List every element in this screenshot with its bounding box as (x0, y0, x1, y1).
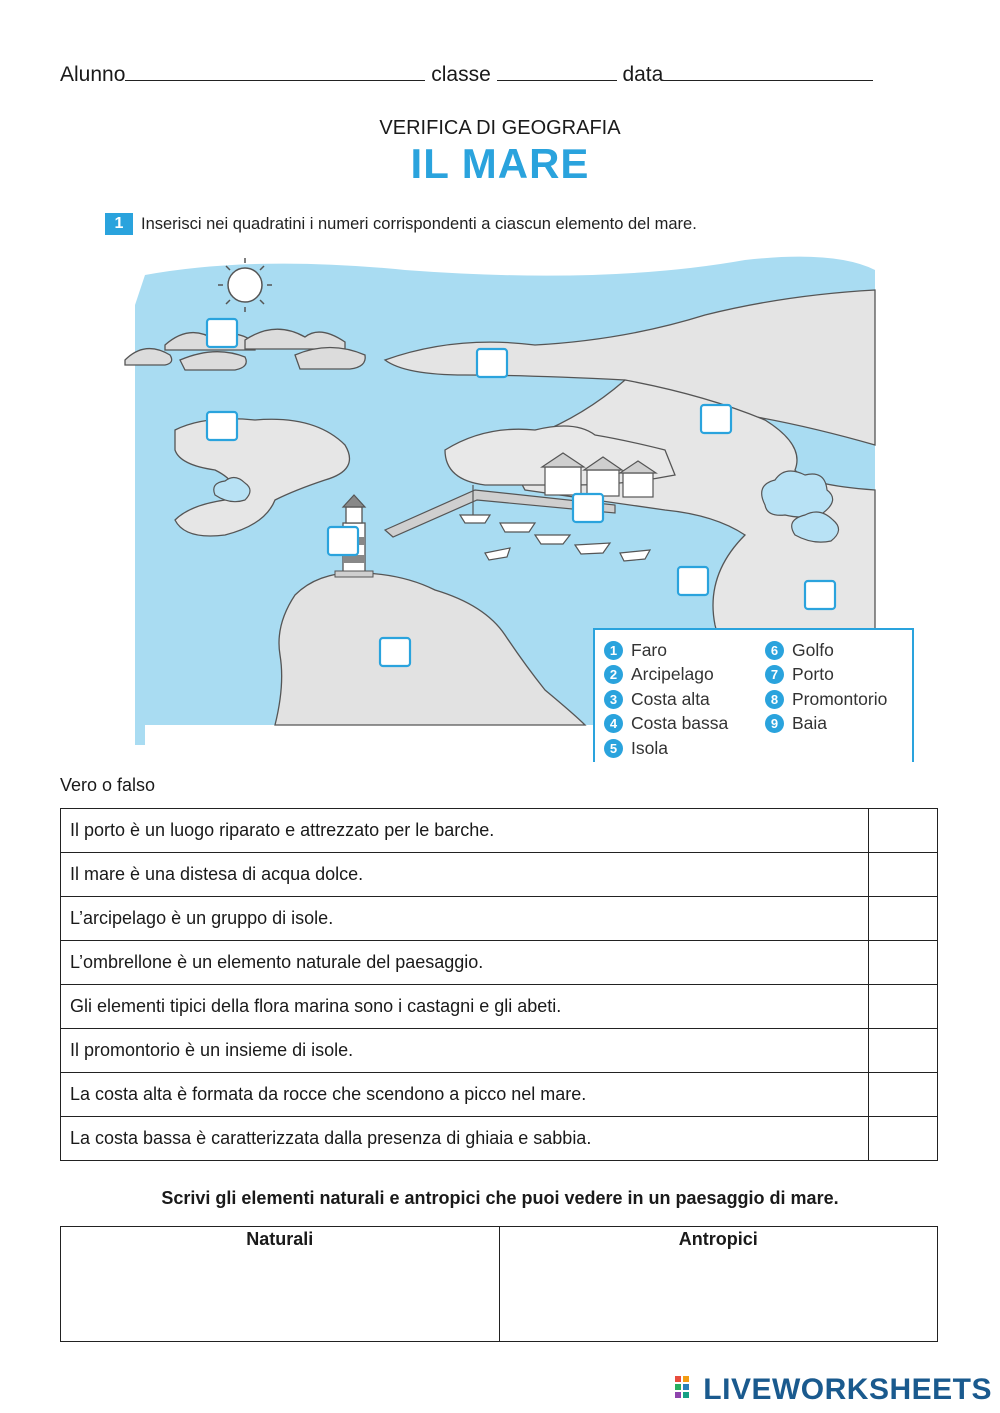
class-label: classe (431, 63, 491, 86)
legend-box (593, 628, 914, 762)
legend-label: Costa alta (631, 688, 710, 709)
table-row (61, 1227, 938, 1342)
legend-item (604, 687, 728, 712)
answer-cell[interactable] (869, 1029, 938, 1073)
statement-cell: L’arcipelago è un gruppo di isole. (61, 897, 869, 941)
natural-header: Naturali (246, 1229, 314, 1249)
statement-cell: Gli elementi tipici della flora marina sono i castagni e gli abeti. (61, 985, 869, 1029)
legend-label: Arcipelago (631, 664, 714, 685)
natural-anthropic-table (60, 1226, 938, 1342)
legend-label: Costa bassa (631, 713, 729, 734)
statement-cell: Il porto è un luogo riparato e attrezzato per le barche. (61, 809, 869, 853)
legend-number: 5 (604, 739, 623, 758)
legend-item (604, 712, 728, 737)
legend-number: 3 (604, 690, 623, 709)
page-title: IL MARE (410, 140, 590, 187)
statement-cell: Il promontorio è un insieme di isole. (61, 1029, 869, 1073)
legend-column-right (765, 638, 887, 736)
legend-label: Faro (631, 639, 667, 660)
date-label: data (622, 63, 664, 86)
answer-box[interactable] (701, 405, 731, 433)
natural-column[interactable] (61, 1227, 500, 1342)
table-row (61, 809, 938, 853)
answer-box[interactable] (207, 319, 237, 347)
class-field[interactable] (497, 60, 617, 81)
exercise-number-badge: 1 (105, 213, 133, 235)
answer-cell[interactable] (869, 897, 938, 941)
statement-cell: L’ombrellone è un elemento naturale del paesaggio. (61, 941, 869, 985)
table-row (61, 1029, 938, 1073)
legend-number: 1 (604, 641, 623, 660)
exercise1-text: Inserisci nei quadratini i numeri corrispondenti a ciascun elemento del mare. (141, 214, 697, 233)
answer-cell[interactable] (869, 853, 938, 897)
exercise3-instruction: Scrivi gli elementi naturali e antropici che puoi vedere in un paesaggio di mare. (161, 1188, 839, 1208)
answer-box[interactable] (678, 567, 708, 595)
legend-label: Porto (792, 664, 834, 685)
answer-box[interactable] (805, 581, 835, 609)
answer-cell[interactable] (869, 941, 938, 985)
brand-watermark (675, 1373, 992, 1407)
legend-label: Golfo (792, 639, 834, 660)
legend-item (765, 712, 887, 737)
answer-box[interactable] (380, 638, 410, 666)
answer-cell[interactable] (869, 1073, 938, 1117)
answer-box[interactable] (573, 494, 603, 522)
anthropic-column[interactable] (499, 1227, 938, 1342)
legend-number: 2 (604, 665, 623, 684)
legend-number: 7 (765, 665, 784, 684)
answer-box[interactable] (207, 412, 237, 440)
student-label: Alunno (60, 63, 126, 86)
legend-item (604, 736, 728, 761)
legend-number: 4 (604, 714, 623, 733)
answer-cell[interactable] (869, 1117, 938, 1161)
table-row (61, 985, 938, 1029)
answer-box[interactable] (328, 527, 358, 555)
table-row (61, 853, 938, 897)
anthropic-header: Antropici (678, 1229, 758, 1249)
answer-box[interactable] (477, 349, 507, 377)
legend-label: Baia (792, 713, 828, 734)
answer-cell[interactable] (869, 985, 938, 1029)
legend-item (604, 638, 728, 663)
date-field[interactable] (663, 60, 873, 81)
exercise1-instruction (105, 213, 697, 235)
answer-cell[interactable] (869, 809, 938, 853)
legend-number: 8 (765, 690, 784, 709)
true-false-table (60, 808, 938, 1161)
legend-number: 6 (765, 641, 784, 660)
student-header (60, 60, 940, 87)
statement-cell: La costa alta è formata da rocce che scendono a picco nel mare. (61, 1073, 869, 1117)
legend-item (765, 638, 887, 663)
table-row (61, 1073, 938, 1117)
table-row (61, 941, 938, 985)
legend-item (765, 687, 887, 712)
legend-label: Promontorio (792, 688, 888, 709)
legend-item (604, 663, 728, 688)
legend-number: 9 (765, 714, 784, 733)
legend-label: Isola (631, 737, 668, 758)
statement-cell: La costa bassa è caratterizzata dalla presenza di ghiaia e sabbia. (61, 1117, 869, 1161)
legend-item (765, 663, 887, 688)
table-row (61, 1117, 938, 1161)
liveworksheets-logo-icon (675, 1376, 697, 1404)
student-name-field[interactable] (125, 60, 425, 81)
subject-heading: VERIFICA DI GEOGRAFIA (379, 117, 621, 139)
brand-text: LIVEWORKSHEETS (703, 1373, 992, 1406)
legend-column-left (604, 638, 728, 761)
table-row (61, 897, 938, 941)
statement-cell: Il mare è una distesa di acqua dolce. (61, 853, 869, 897)
true-false-heading: Vero o falso (60, 775, 156, 795)
